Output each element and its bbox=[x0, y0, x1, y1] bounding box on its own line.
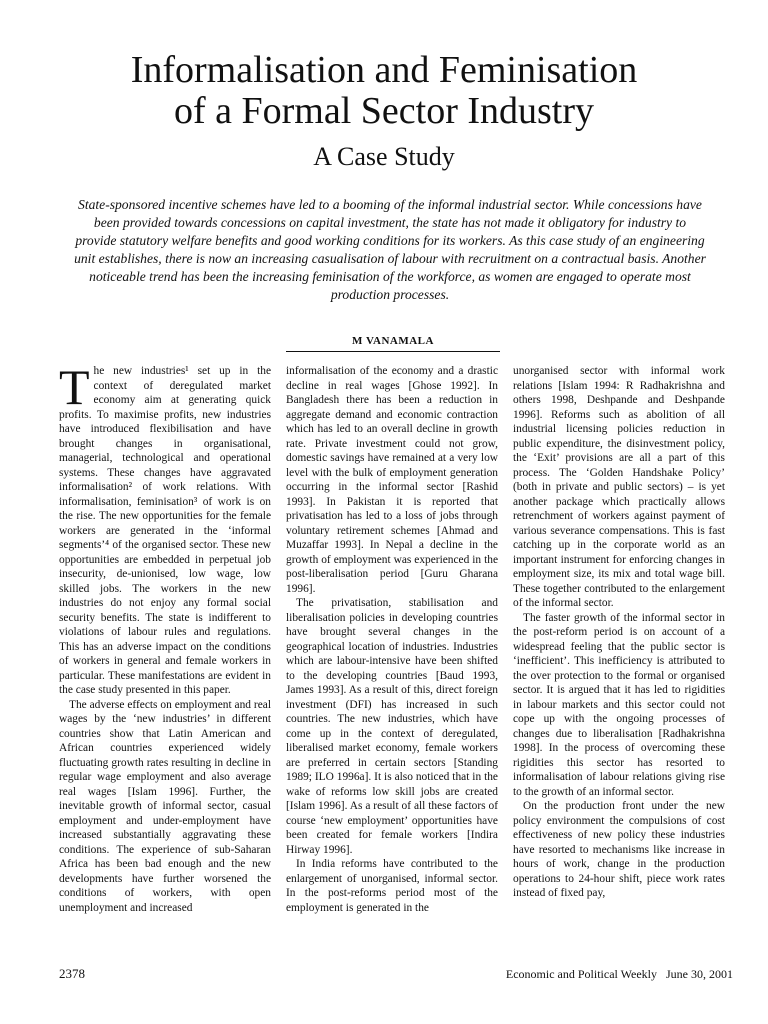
text-column-1 bbox=[59, 364, 271, 936]
paragraph-text: he new industries¹ set up in the context of deregulated market economy aim at generating quick profits. To maximise profits, new industries have introduced flexibilisation and have brought changes in organisational, managerial, technological and operational systems. These changes have aggravated informalisation² of work relations. With informalisation, feminisation³ of work is on the rise. The new opportunities for the female workers are generated in the ‘informal segments’⁴ of the organised sector. These new opportunities are embedded in perpetual job insecurity, de-unionised, low wage, low skilled jobs. The workers in the new industries do not enjoy any formal social security benefits. The state is indifferent to violations of labour rules and regulations. This has an adverse impact on the conditions of workers in general and female workers in particular. These manifestations are evident in the case study presented in this paper. bbox=[59, 365, 271, 696]
article-title-line-1: Informalisation and Feminisation bbox=[130, 49, 638, 91]
paragraph: In India reforms have contributed to the enlargement of unorganised, informal sector. In the post-reforms period most of the employment is generated in the bbox=[286, 858, 498, 914]
paragraph: informalisation of the economy and a drastic decline in real wages [Ghose 1992]. In Bangladesh there has been a reduction in aggregate demand and economic contraction which has led to an overall decline in growth rate. Private investment could not grow, domestic savings have remained at a very low level with the bulk of employment generation occurring in the informal sector [Rashid 1993]. In Pakistan it is reported that privatisation has led to a loss of jobs through voluntary retirement schemes [Ahmad and Muzaffar 1993]. In Nepal a decline in the growth of employment was experienced in the post-liberalisation period [Guru Gharana 1996]. bbox=[286, 365, 498, 595]
paragraph: unorganised sector with informal work relations [Islam 1994: R Radhakrishna and others 1998, Deshpande and Deshpande 1996]. Reforms such as abolition of all industrial licensing policies reduction in public expenditure, the disinvestment policy, the ‘Exit’ provisions are all a part of this process. The ‘Golden Handshake Policy’ (both in private and public sectors) – is yet another package which practically allows retrenchment of workers against payment of various severance compensations. This is fast catching up in the corporate world as an important instrument for enforcing changes in employment size, its mix and total wage bill. These together contributed to the enlargement of the informal sector. bbox=[513, 365, 725, 609]
journal-info: Economic and Political Weekly June 30, 2001 bbox=[505, 967, 733, 981]
paragraph: On the production front under the new policy environment the compulsions of cost effectiveness of new policy these industries have resorted to mechanisms like increase in hours of work, change in the production operations to 24-hour shift, piece work rates instead of fixed pay, bbox=[513, 800, 725, 899]
text-column-3 bbox=[513, 364, 725, 936]
article-title-line-2: of a Formal Sector Industry bbox=[173, 90, 595, 132]
author-byline: M VANAMALA bbox=[286, 335, 500, 352]
page-number: 2378 bbox=[59, 966, 85, 981]
article-subtitle: A Case Study bbox=[313, 142, 455, 171]
paragraph bbox=[59, 364, 271, 698]
text-column-2 bbox=[286, 364, 498, 936]
drop-cap: T bbox=[59, 364, 90, 415]
paragraph: The faster growth of the informal sector in the post-reform period is on account of a widespread feeling that the public sector is ‘inefficient’. This inefficiency is attributed to the over protection to the formal or organised sector. It is argued that it has led to rigidities in labour markets and this sector could not cope up with the ongoing processes of changes due to liberalisation [Radhakrishna 1998]. In the process of overcoming these rigidities this sector has resorted to informalisation of labour relations giving rise to the growth of an informal sector. bbox=[513, 611, 725, 798]
paragraph: The adverse effects on employment and real wages by the ‘new industries’ in different countries show that Latin American and African countries experienced widely fluctuating growth rates resulting in decline in regular wage employment and also average real wages [Islam 1996]. Further, the inevitable growth of informal sector, casual employment and under-employment have increased substantially aggravating these conditions. The experience of sub-Saharan Africa has been bad enough and the new developments have further worsened the conditions of workers, with open unemployment and increased bbox=[59, 698, 271, 914]
paragraph: The privatisation, stabilisation and liberalisation policies in developing countries have brought several changes in the geographical location of industries. Industries which are labour-intensive have been shifted to the developing countries [Baud 1993, James 1993]. As a result of this, direct foreign investment (DFI) has increased in such countries. The new industries, which have come up in the context of deregulated, liberalised market economy, female workers are preferred in certain sectors [Standing 1989; ILO 1996a]. It is also noticed that in the wake of reforms low skill jobs are created [Islam 1996]. As a result of all these factors of course ‘new employment’ opportunities have been created for female workers [Indira Hirway 1996]. bbox=[286, 597, 498, 856]
article-title bbox=[40, 50, 728, 132]
abstract: State-sponsored incentive schemes have led to a booming of the informal industrial sector. While concessions have been provided towards concessions on capital investment, the state has not made it obligatory for industry to provide statutory welfare benefits and good working conditions for its workers. As this case study of an engineering unit establishes, there is now an increasing casualisation of labour with recruitment on a contractual basis. Another noticeable trend has been the increasing feminisation of the workforce, as women are engaged to operate most production processes. bbox=[74, 197, 706, 302]
